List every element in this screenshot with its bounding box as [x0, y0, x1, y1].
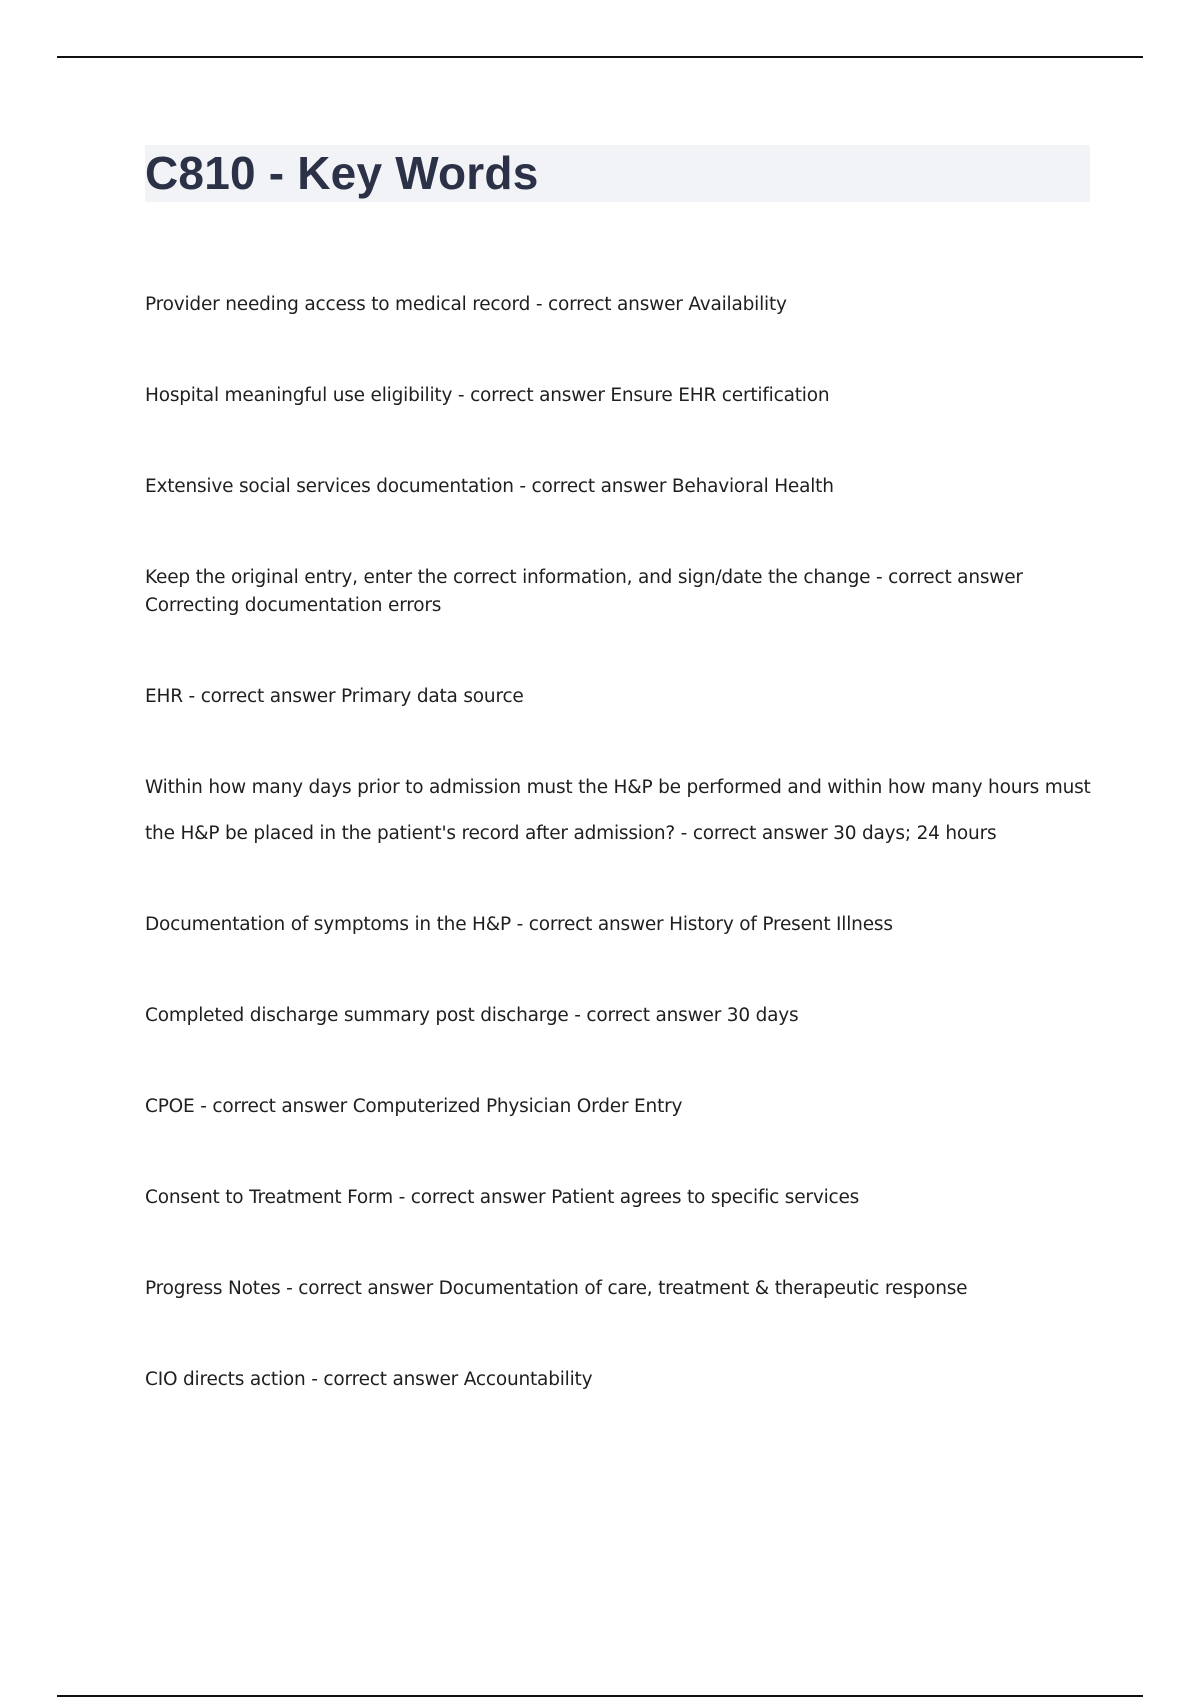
qa-entry-7: Documentation of symptoms in the H&P - correct answer History of Present Illness	[145, 914, 893, 935]
top-rule	[57, 56, 1143, 58]
qa-entry-3: Extensive social services documentation - correct answer Behavioral Health	[145, 476, 834, 497]
qa-entry-8: Completed discharge summary post discharge - correct answer 30 days	[145, 1005, 799, 1026]
page-title: C810 - Key Words	[145, 147, 539, 199]
qa-entry-5: EHR - correct answer Primary data source	[145, 686, 524, 707]
qa-entry-4: Keep the original entry, enter the correct information, and sign/date the change - correct answer Correcting documentation errors	[145, 567, 1023, 616]
qa-entry-9: CPOE - correct answer Computerized Physician Order Entry	[145, 1096, 683, 1117]
qa-entry-11: Progress Notes - correct answer Documentation of care, treatment & therapeutic response	[145, 1278, 968, 1299]
qa-entry-2: Hospital meaningful use eligibility - correct answer Ensure EHR certification	[145, 385, 830, 406]
qa-entry-10: Consent to Treatment Form - correct answer Patient agrees to specific services	[145, 1187, 860, 1208]
qa-entry-12: CIO directs action - correct answer Accountability	[145, 1369, 593, 1390]
qa-entry-6: Within how many days prior to admission must the H&P be performed and within how many hours must the H&P be placed in the patient's record after admission? - correct answer 30 days; 24 hours	[145, 777, 1091, 844]
qa-entry-1: Provider needing access to medical record - correct answer Availability	[145, 294, 787, 315]
bottom-rule	[57, 1695, 1143, 1697]
